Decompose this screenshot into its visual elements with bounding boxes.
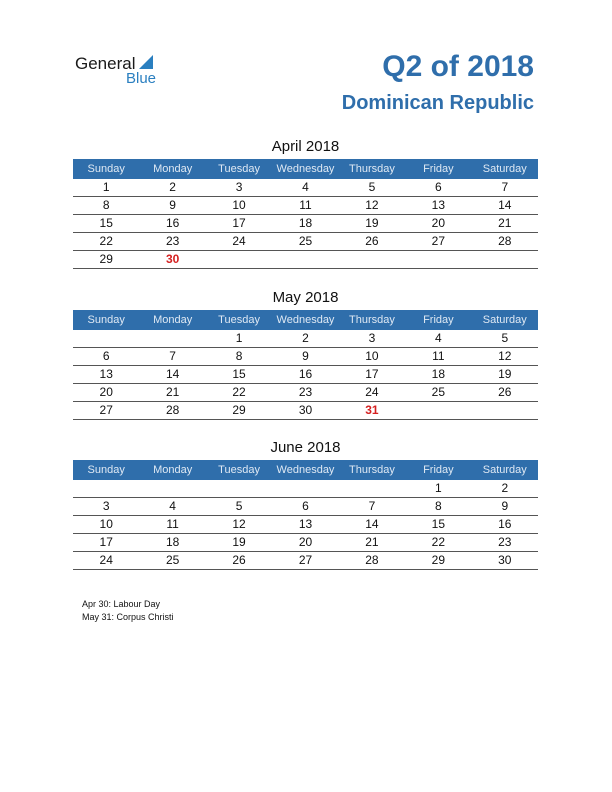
day-cell: 26	[232, 553, 246, 567]
day-cell: 12	[498, 349, 512, 363]
month-calendar-june	[73, 438, 538, 570]
day-cell: 4	[169, 499, 176, 513]
day-cell: 3	[102, 499, 110, 513]
month-title: June 2018	[270, 439, 341, 456]
holiday-note: Apr 30: Labour Day	[82, 599, 161, 609]
week-row	[73, 384, 538, 402]
day-cell: 19	[232, 535, 246, 549]
weekday-label: Monday	[153, 314, 193, 326]
day-cell: 16	[498, 517, 512, 531]
day-cell: 5	[368, 180, 376, 194]
day-cell: 1	[435, 481, 442, 495]
day-cell: 22	[232, 385, 246, 399]
week-row	[73, 498, 538, 516]
day-cell	[139, 330, 205, 347]
day-cell	[73, 330, 139, 347]
day-cell: 26	[498, 385, 512, 399]
day-cell: 23	[298, 385, 313, 399]
day-cell: 27	[431, 234, 446, 248]
day-cell	[472, 251, 538, 268]
day-cell: 17	[232, 216, 246, 230]
week-row	[73, 330, 538, 348]
day-cell: 15	[99, 216, 113, 230]
day-cell: 1	[102, 180, 110, 194]
day-cell: 24	[99, 553, 113, 567]
day-cell: 29	[232, 403, 246, 417]
day-cell: 1	[235, 331, 243, 345]
day-cell: 25	[298, 234, 313, 248]
day-cell: 9	[302, 349, 309, 363]
day-cell: 12	[232, 517, 246, 531]
week-row	[73, 233, 538, 251]
day-cell: 15	[431, 517, 446, 531]
weekday-label: Saturday	[482, 464, 527, 476]
month-title: May 2018	[272, 289, 339, 306]
day-cell	[472, 402, 538, 419]
day-cell: 20	[431, 216, 446, 230]
day-cell: 29	[99, 252, 113, 266]
week-row	[73, 215, 538, 233]
day-cell: 11	[299, 198, 312, 212]
day-cell	[272, 251, 338, 268]
day-cell: 21	[365, 535, 379, 549]
day-cell	[139, 480, 205, 497]
weekday-label: Friday	[423, 163, 454, 175]
day-cell: 18	[431, 367, 446, 381]
day-cell: 30	[498, 553, 512, 567]
logo-text-blue: Blue	[126, 70, 157, 87]
day-cell: 21	[498, 216, 512, 230]
day-cell: 29	[431, 553, 446, 567]
day-cell	[206, 480, 272, 497]
day-cell: 20	[99, 385, 113, 399]
day-cell	[405, 251, 471, 268]
holiday-note: May 31: Corpus Christi	[82, 612, 174, 622]
day-cell: 2	[501, 481, 509, 495]
day-cell: 7	[169, 349, 176, 363]
day-cell: 13	[99, 367, 113, 381]
day-cell: 22	[431, 535, 446, 549]
day-cell: 12	[365, 198, 379, 212]
day-cell: 11	[432, 349, 445, 363]
weekday-label: Wednesday	[276, 464, 335, 476]
day-cell: 15	[232, 367, 246, 381]
day-cell: 13	[298, 517, 313, 531]
weekday-label: Sunday	[87, 163, 125, 175]
day-cell	[339, 251, 405, 268]
day-cell: 3	[368, 331, 376, 345]
day-cell	[206, 251, 272, 268]
page-title: Q2 of 2018	[382, 50, 534, 83]
day-cell: 31	[365, 403, 379, 417]
week-row	[73, 179, 538, 197]
day-cell: 19	[498, 367, 512, 381]
page-subtitle: Dominican Republic	[341, 92, 534, 114]
day-cell: 13	[431, 198, 446, 212]
month-title: April 2018	[271, 138, 340, 155]
month-calendar-may	[73, 288, 538, 420]
day-cell: 17	[365, 367, 379, 381]
day-cell: 5	[235, 499, 243, 513]
day-cell: 25	[165, 553, 180, 567]
week-row	[73, 366, 538, 384]
weekday-label: Tuesday	[218, 464, 260, 476]
week-row	[73, 516, 538, 534]
month-calendar-april	[73, 137, 538, 269]
weekday-label: Friday	[423, 464, 454, 476]
day-cell: 5	[501, 331, 509, 345]
day-cell	[405, 402, 471, 419]
logo-text-general: General	[75, 54, 136, 73]
day-cell: 2	[169, 180, 176, 194]
day-cell: 23	[498, 535, 512, 549]
day-cell: 30	[298, 403, 313, 417]
day-cell	[339, 480, 405, 497]
day-cell: 22	[99, 234, 113, 248]
day-cell: 28	[165, 403, 180, 417]
general-blue-logo	[75, 52, 175, 88]
day-cell: 4	[435, 331, 442, 345]
weekday-label: Wednesday	[276, 314, 335, 326]
day-cell: 8	[235, 349, 243, 363]
day-cell: 7	[368, 499, 376, 513]
week-row	[73, 552, 538, 570]
day-cell: 2	[302, 331, 309, 345]
day-cell: 18	[298, 216, 313, 230]
weekday-label: Sunday	[87, 314, 125, 326]
day-cell: 14	[498, 198, 512, 212]
day-cell: 28	[365, 553, 379, 567]
day-cell: 24	[365, 385, 379, 399]
weekday-label: Saturday	[482, 314, 527, 326]
day-cell: 14	[165, 367, 180, 381]
day-cell: 20	[298, 535, 313, 549]
logo-triangle-icon	[139, 55, 153, 69]
week-row	[73, 251, 538, 269]
day-cell: 10	[232, 198, 246, 212]
day-cell: 25	[431, 385, 446, 399]
day-cell: 10	[99, 517, 113, 531]
day-cell: 27	[99, 403, 113, 417]
weekday-header	[73, 159, 538, 179]
day-cell: 24	[232, 234, 246, 248]
day-cell: 30	[165, 252, 180, 266]
day-cell: 18	[165, 535, 180, 549]
day-cell: 23	[165, 234, 180, 248]
week-row	[73, 402, 538, 420]
day-cell	[272, 480, 338, 497]
week-row	[73, 348, 538, 366]
weekday-label: Friday	[423, 314, 454, 326]
day-cell: 8	[435, 499, 442, 513]
day-cell: 8	[102, 198, 110, 212]
day-cell: 4	[302, 180, 309, 194]
weekday-header	[73, 460, 538, 480]
day-cell: 17	[99, 535, 113, 549]
day-cell: 6	[435, 180, 442, 194]
day-cell: 16	[165, 216, 180, 230]
day-cell: 6	[102, 349, 110, 363]
weekday-label: Thursday	[348, 163, 395, 175]
day-cell: 27	[298, 553, 313, 567]
week-row	[73, 197, 538, 215]
week-row	[73, 480, 538, 498]
weekday-label: Sunday	[87, 464, 125, 476]
weekday-label: Thursday	[348, 464, 395, 476]
day-cell: 6	[302, 499, 309, 513]
weekday-label: Saturday	[482, 163, 527, 175]
day-cell: 10	[365, 349, 379, 363]
day-cell: 9	[501, 499, 509, 513]
day-cell: 19	[365, 216, 379, 230]
weekday-label: Tuesday	[218, 163, 260, 175]
day-cell: 7	[501, 180, 509, 194]
weekday-label: Thursday	[348, 314, 395, 326]
day-cell: 26	[365, 234, 379, 248]
day-cell: 21	[165, 385, 180, 399]
day-cell: 16	[298, 367, 313, 381]
day-cell	[73, 480, 139, 497]
week-row	[73, 534, 538, 552]
weekday-label: Wednesday	[276, 163, 335, 175]
day-cell: 11	[166, 517, 179, 531]
weekday-label: Tuesday	[218, 314, 260, 326]
day-cell: 28	[498, 234, 512, 248]
weekday-label: Monday	[153, 163, 193, 175]
day-cell: 9	[169, 198, 176, 212]
holiday-notes	[82, 598, 174, 624]
weekday-label: Monday	[153, 464, 193, 476]
day-cell: 14	[365, 517, 379, 531]
day-cell: 3	[235, 180, 243, 194]
weekday-header	[73, 310, 538, 330]
